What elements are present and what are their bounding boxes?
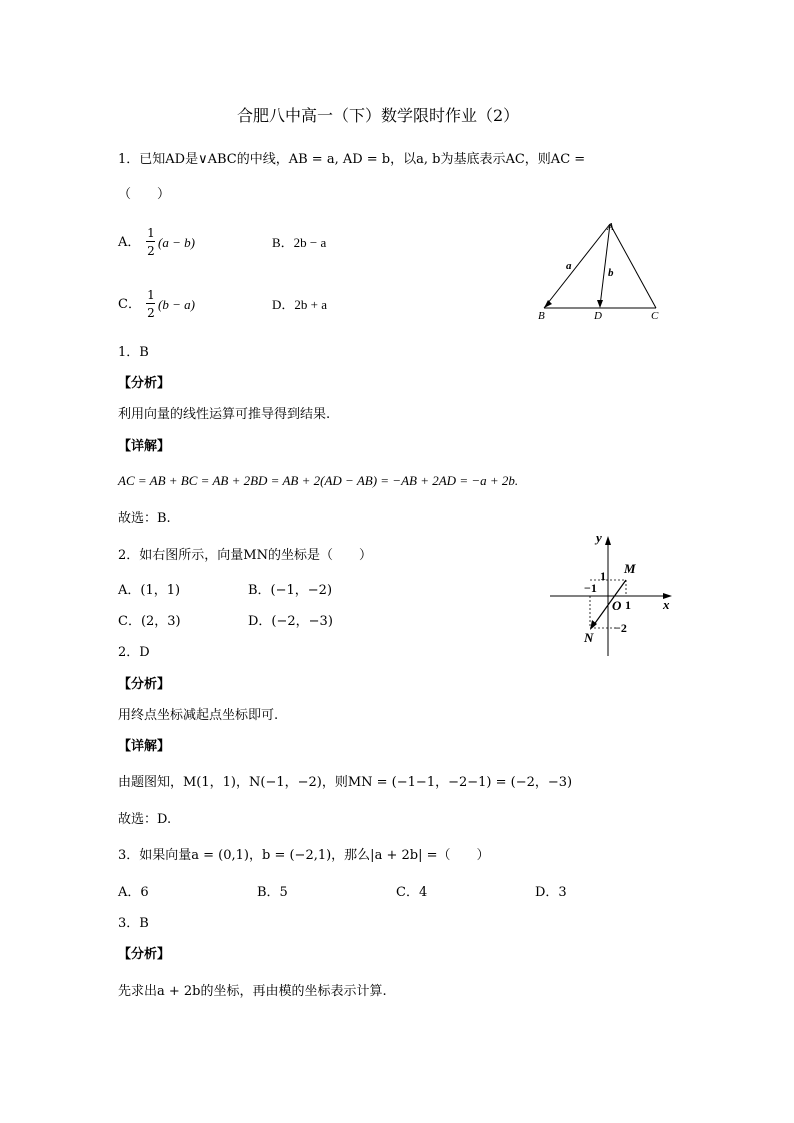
q3-analysis-tag: 【分析】 [118, 947, 171, 962]
q1-blank: （ ） [118, 187, 171, 202]
q2-analysis-tag: 【分析】 [118, 677, 171, 692]
q2-fig-y-one: 1 [600, 569, 606, 583]
q2-fig-x-label: x [663, 597, 670, 612]
q2-answer: 2．D [118, 645, 150, 660]
q1-analysis: 利用向量的线性运算可推导得到结果. [118, 407, 331, 422]
page-title: 合肥八中高一（下）数学限时作业（2） [237, 106, 520, 125]
q1-detail-tag: 【详解】 [118, 439, 171, 454]
q1-option-c-half-num: 1 [147, 288, 155, 302]
q3-option-a: A．6 [118, 885, 149, 900]
q1-fig-label-c-vertex: C [651, 310, 659, 322]
q1-conclusion: 故选：B. [118, 511, 171, 526]
q2-analysis: 用终点坐标减起点坐标即可. [118, 708, 279, 723]
q1-fig-label-a-vec: a [566, 260, 572, 272]
q1-analysis-tag: 【分析】 [118, 376, 171, 391]
q1-option-c-expr: (b − a) [158, 297, 195, 312]
q2-coordinate-figure [546, 530, 686, 660]
q1-option-a-half-num: 1 [147, 226, 155, 240]
q2-fig-origin-label: O [612, 598, 622, 613]
q2-option-d: D．(−2，−3) [248, 614, 333, 629]
q2-detail: 由题图知，M(1，1)，N(−1，−2)，则MN = (−1−1，−2−1) = (−2，−3) [118, 775, 573, 790]
q1-option-a-half-line [146, 241, 155, 242]
q2-fig-m-label: M [624, 561, 636, 576]
q2-option-a: A．(1，1) [118, 583, 181, 598]
q1-fig-label-b-vec: b [608, 267, 614, 279]
q3-option-b: B．5 [257, 885, 288, 900]
q1-detail: AC = AB + BC = AB + 2BD = AB + 2(AD − AB) = −AB + 2AD = −a + 2b. [118, 473, 519, 488]
q2-conclusion: 故选：D. [118, 812, 172, 827]
q3-stem: 3．如果向量a = (0,1)，b = (−2,1)，那么|a + 2b| =（ ） [118, 848, 490, 863]
q2-fig-x-neg-one: −1 [584, 581, 597, 595]
q3-analysis: 先求出a + 2b的坐标，再由模的坐标表示计算. [118, 984, 387, 999]
q1-option-a-half-den: 2 [147, 244, 155, 258]
q1-triangle-figure [530, 218, 680, 328]
q2-detail-tag: 【详解】 [118, 739, 171, 754]
q2-stem: 2．如右图所示，向量MN的坐标是（ ） [118, 548, 372, 563]
q3-answer: 3．B [118, 916, 149, 931]
q1-option-a-label: A． [118, 235, 141, 250]
q2-option-c: C．(2，3) [118, 614, 181, 629]
q1-option-c-half-den: 2 [147, 306, 155, 320]
q2-fig-x-one: 1 [625, 598, 631, 612]
q2-fig-y-neg-two: −2 [614, 621, 627, 635]
q3-option-d: D．3 [535, 885, 567, 900]
q1-fig-label-a-vertex: A [607, 221, 614, 233]
q1-option-c-label: C． [118, 297, 141, 312]
q1-stem: 1．已知AD是∨ABC的中线，AB = a, AD = b，以a, b为基底表示AC，则AC = [118, 152, 586, 167]
q1-fig-label-d: D [594, 310, 602, 322]
q1-fig-label-b-vertex: B [538, 310, 545, 322]
q2-option-b: B．(−1，−2) [248, 583, 333, 598]
q2-fig-n-label: N [584, 630, 594, 645]
q3-option-c: C．4 [396, 885, 428, 900]
q1-option-a-expr: (a − b) [158, 235, 195, 250]
q1-option-b: B．2b − a [272, 235, 327, 250]
q1-answer: 1．B [118, 345, 149, 360]
q1-option-c-half-line [146, 303, 155, 304]
q2-fig-y-label: y [596, 530, 602, 545]
q1-option-d: D．2b + a [272, 297, 327, 312]
